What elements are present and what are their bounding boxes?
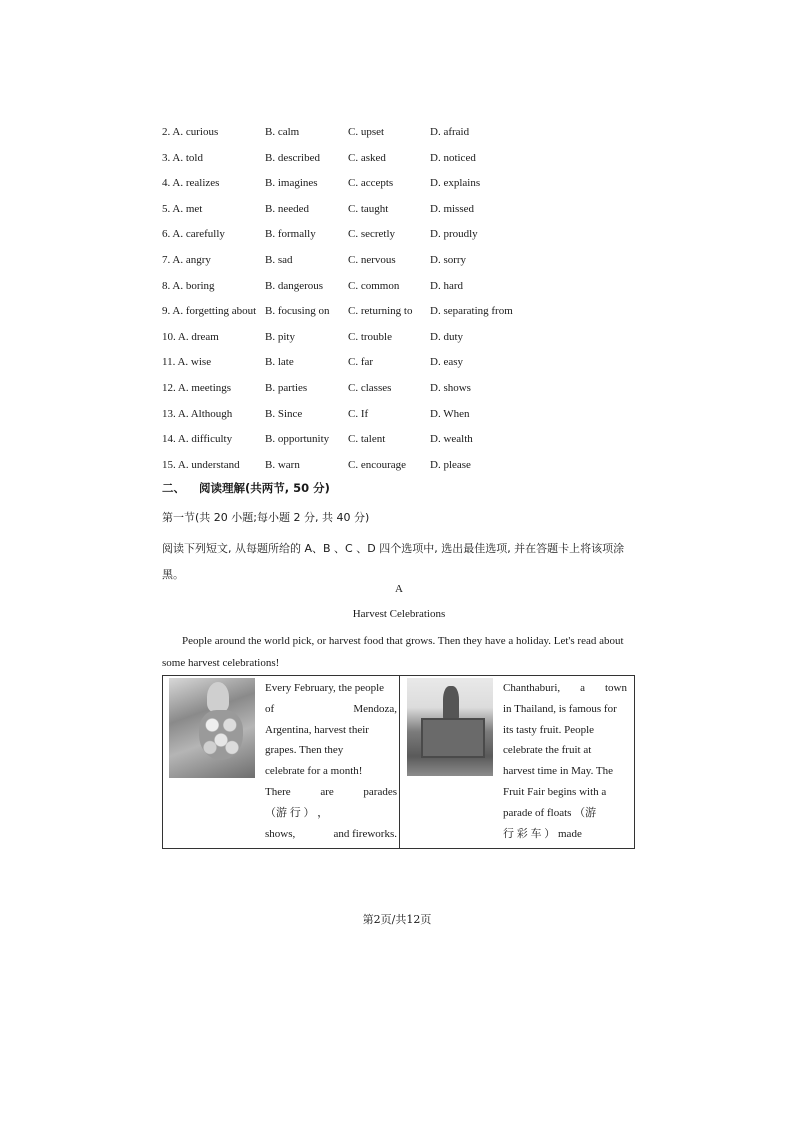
section-heading <box>162 480 330 496</box>
sub-section-title: 第一节(共 20 小题;每小题 2 分, 共 40 分) <box>162 511 370 524</box>
option-choice: 8. A. boring <box>162 279 215 292</box>
option-choice: B. dangerous <box>265 279 324 292</box>
chanthaburi-text <box>503 678 627 844</box>
option-choice: 9. A. forgetting about <box>162 305 257 318</box>
text-line: Fruit Fair begins with a <box>503 785 607 798</box>
option-choice: C. far <box>348 356 374 369</box>
option-row <box>162 197 632 223</box>
page-number: 第2页/共12页 <box>362 913 432 926</box>
section-number: 二、 <box>162 481 185 495</box>
text-word: town <box>605 682 627 694</box>
option-choice: C. secretly <box>348 228 396 241</box>
option-choice: C. returning to <box>348 305 413 318</box>
option-row <box>162 299 632 325</box>
parade-float <box>421 718 485 758</box>
option-row <box>162 222 632 248</box>
text-line: grapes. Then they <box>265 744 344 757</box>
text-line: harvest time in May. The <box>503 765 613 778</box>
option-row <box>162 453 632 479</box>
option-choice: 12. A. meetings <box>162 381 232 394</box>
passage-intro: People around the world pick, or harvest food that grows. Then they have a holiday. Let's read about some harvest celebrations! <box>162 635 624 669</box>
option-choice: B. Since <box>265 407 303 420</box>
option-choice: B. sad <box>265 253 293 266</box>
text-line <box>265 699 397 720</box>
option-choice: D. wealth <box>430 433 473 446</box>
option-choice: D. shows <box>430 381 471 394</box>
option-choice: B. pity <box>265 330 295 343</box>
option-choice: B. formally <box>265 228 316 241</box>
option-row <box>162 120 632 146</box>
mendoza-text <box>265 678 397 844</box>
person-figure <box>207 682 229 712</box>
text-word: shows, <box>265 827 296 840</box>
text-line: celebrate for a month! <box>265 765 363 778</box>
option-choice: D. noticed <box>430 151 476 164</box>
option-choice: B. needed <box>265 202 309 215</box>
option-choice: C. classes <box>348 381 392 394</box>
option-choice: B. warn <box>265 458 300 471</box>
option-choice: 7. A. angry <box>162 253 211 266</box>
option-choice: C. trouble <box>348 330 392 343</box>
option-choice: D. sorry <box>430 253 467 266</box>
text-line: （游 行 ） ， <box>265 806 329 819</box>
option-choice: D. duty <box>430 330 463 343</box>
option-choice: 3. A. told <box>162 151 203 164</box>
text-line: 行 彩 车 ） made <box>503 827 582 840</box>
option-choice: 15. A. understand <box>162 458 240 471</box>
text-word: a <box>580 682 586 694</box>
option-choice: C. If <box>348 407 369 420</box>
option-choice: C. accepts <box>348 177 394 190</box>
passage-title: Harvest Celebrations <box>352 608 446 620</box>
text-line: parade of floats （游 <box>503 806 597 819</box>
option-choice: C. encourage <box>348 458 407 471</box>
option-choice: 11. A. wise <box>162 356 212 369</box>
text-line: celebrate the fruit at <box>503 744 592 757</box>
option-choice: 4. A. realizes <box>162 177 220 190</box>
option-choice: 14. A. difficulty <box>162 433 233 446</box>
text-word: There <box>265 785 291 798</box>
option-choice: C. taught <box>348 202 389 215</box>
text-line <box>503 678 627 699</box>
option-choice: C. upset <box>348 126 385 138</box>
option-row <box>162 402 632 428</box>
option-choice: C. common <box>348 279 400 292</box>
option-choice: B. focusing on <box>265 305 330 318</box>
option-row <box>162 171 632 197</box>
text-word: of <box>265 702 275 715</box>
option-row <box>162 427 632 453</box>
section-title-text: 阅读理解(共两节, 50 分) <box>199 481 330 495</box>
option-row <box>162 350 632 376</box>
option-row <box>162 325 632 351</box>
option-choice: D. easy <box>430 356 463 369</box>
text-word: Chanthaburi, <box>503 682 561 694</box>
option-choice: 6. A. carefully <box>162 228 225 241</box>
cloze-options <box>162 120 632 478</box>
option-choice: C. talent <box>348 433 386 446</box>
option-choice: B. late <box>265 356 294 369</box>
option-choice: D. afraid <box>430 126 470 138</box>
text-line: its tasty fruit. People <box>503 723 595 736</box>
option-choice: C. asked <box>348 151 386 164</box>
text-line: Argentina, harvest their <box>265 723 369 736</box>
option-choice: D. separating from <box>430 305 513 318</box>
option-choice: C. nervous <box>348 253 396 266</box>
text-word: and fireworks. <box>333 827 397 840</box>
option-choice: D. When <box>430 407 470 420</box>
option-choice: B. described <box>265 151 320 164</box>
option-choice: 2. A. curious <box>162 126 219 138</box>
text-line <box>265 824 397 845</box>
option-row <box>162 248 632 274</box>
text-line: Every February, the people <box>265 682 385 694</box>
text-line <box>265 782 397 803</box>
text-word: Mendoza, <box>353 702 397 715</box>
option-row <box>162 376 632 402</box>
grapes-cluster <box>199 710 243 760</box>
text-word: are <box>320 785 334 798</box>
text-word: parades <box>363 785 397 798</box>
option-choice: D. please <box>430 458 471 471</box>
option-choice: B. imagines <box>265 177 318 190</box>
option-choice: 13. A. Although <box>162 407 233 420</box>
instructions: 阅读下列短文, 从每题所给的 A、B 、C 、D 四个选项中, 选出最佳选项, 并在答题卡上将该项涂黑。 <box>162 542 625 581</box>
option-row <box>162 146 632 172</box>
option-choice: 5. A. met <box>162 202 203 215</box>
option-choice: D. explains <box>430 177 481 190</box>
option-choice: D. hard <box>430 279 463 292</box>
passage-letter: A <box>395 583 403 595</box>
option-row <box>162 274 632 300</box>
thailand-float-photo <box>407 678 493 776</box>
table-divider <box>399 676 400 848</box>
option-choice: B. calm <box>265 126 300 138</box>
option-choice: 10. A. dream <box>162 330 219 343</box>
option-choice: D. missed <box>430 202 474 215</box>
option-choice: B. parties <box>265 381 308 394</box>
float-statue <box>443 686 459 720</box>
celebration-table <box>162 675 635 849</box>
mendoza-grapes-photo <box>169 678 255 778</box>
option-choice: D. proudly <box>430 228 478 241</box>
option-choice: B. opportunity <box>265 433 330 446</box>
text-line: in Thailand, is famous for <box>503 702 617 715</box>
